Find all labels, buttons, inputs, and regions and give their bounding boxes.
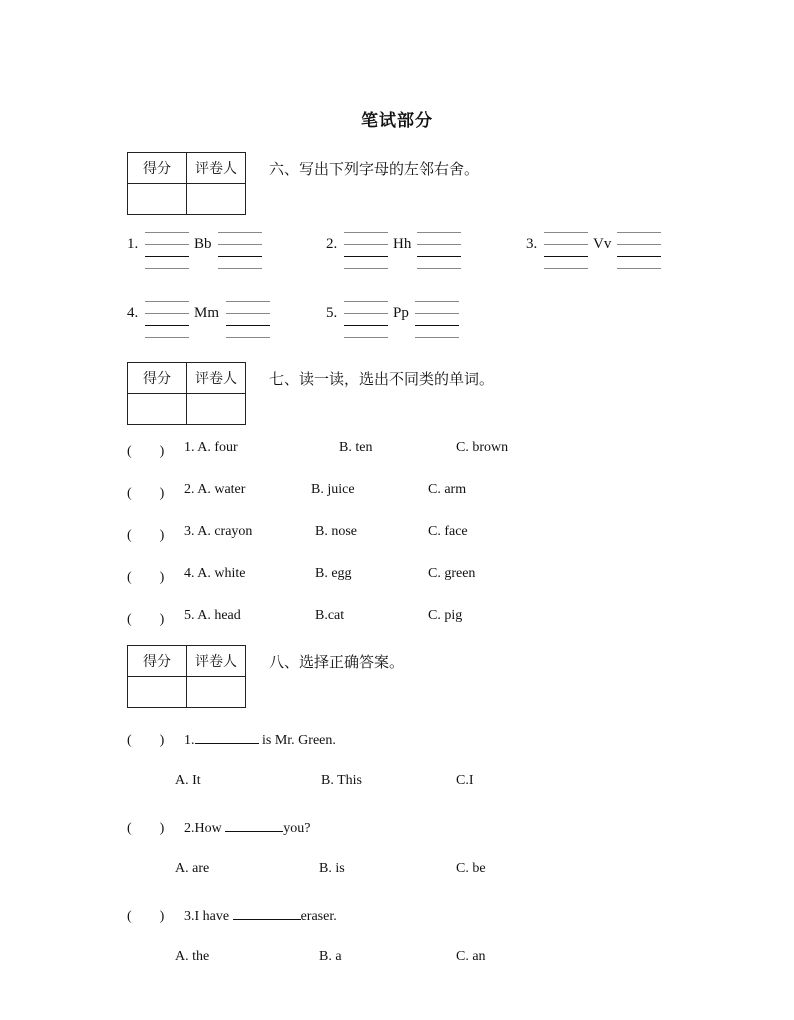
option-c: C. brown (456, 440, 509, 455)
option-a: A. It (175, 773, 201, 788)
right-neighbor-writing-lines[interactable] (226, 301, 270, 339)
option-b: B. This (321, 773, 362, 788)
grader-label: 评卷人 (187, 646, 246, 677)
section-7-heading: 七、读一读，选出不同类的单词。 (269, 370, 495, 388)
grader-cell[interactable] (187, 677, 246, 708)
answer-parentheses[interactable]: ( ) (127, 733, 165, 748)
section-8-heading: 八、选择正确答案。 (269, 653, 405, 671)
left-neighbor-writing-lines[interactable] (544, 232, 588, 270)
option-a: 5. A. head (184, 608, 241, 623)
answer-parentheses[interactable]: ( ) (127, 821, 165, 836)
option-c: C. green (428, 566, 476, 581)
left-neighbor-writing-lines[interactable] (145, 232, 189, 270)
letter-item (127, 305, 277, 353)
grader-label: 评卷人 (187, 363, 246, 394)
score-label: 得分 (128, 153, 187, 184)
answer-parentheses[interactable]: ( ) (127, 444, 165, 459)
option-a: A. are (175, 861, 210, 876)
right-neighbor-writing-lines[interactable] (415, 301, 459, 339)
option-c: C. an (456, 949, 486, 964)
option-c: C. be (456, 861, 486, 876)
option-a: 2. A. water (184, 482, 246, 497)
score-cell[interactable] (128, 677, 187, 708)
option-b: B. nose (315, 524, 357, 539)
page-title: 笔试部分 (361, 111, 433, 130)
item-number: 1. (127, 236, 139, 252)
score-box (127, 362, 246, 425)
fill-blank[interactable] (225, 817, 283, 832)
grader-cell[interactable] (187, 184, 246, 215)
left-neighbor-writing-lines[interactable] (344, 301, 388, 339)
answer-parentheses[interactable]: ( ) (127, 528, 165, 543)
given-letters: Bb (194, 236, 212, 252)
score-label: 得分 (128, 363, 187, 394)
option-b: B. egg (315, 566, 352, 581)
option-c: C. arm (428, 482, 467, 497)
fill-blank[interactable] (233, 905, 301, 920)
answer-parentheses[interactable]: ( ) (127, 570, 165, 585)
score-box (127, 645, 246, 708)
score-box (127, 152, 246, 215)
answer-parentheses[interactable]: ( ) (127, 486, 165, 501)
left-neighbor-writing-lines[interactable] (145, 301, 189, 339)
stem-after-blank: eraser. (300, 909, 337, 924)
stem-after-blank: you? (283, 821, 311, 836)
option-a: 4. A. white (184, 566, 246, 581)
option-b: B. a (319, 949, 342, 964)
item-number: 2. (326, 236, 338, 252)
question-stem (184, 905, 337, 925)
given-letters: Vv (593, 236, 612, 252)
option-b: B. is (319, 861, 345, 876)
option-c: C. pig (428, 608, 463, 623)
option-a: 3. A. crayon (184, 524, 253, 539)
item-number: 3. (526, 236, 538, 252)
given-letters: Pp (393, 305, 409, 321)
answer-parentheses[interactable]: ( ) (127, 909, 165, 924)
right-neighbor-writing-lines[interactable] (617, 232, 661, 270)
stem-before-blank: 2.How (184, 821, 226, 836)
letter-item (326, 236, 476, 284)
option-b: B.cat (315, 608, 345, 623)
option-b: B. ten (339, 440, 373, 455)
grader-cell[interactable] (187, 394, 246, 425)
option-c: C.I (456, 773, 474, 788)
letter-item (526, 236, 676, 284)
question-stem (184, 729, 336, 749)
left-neighbor-writing-lines[interactable] (344, 232, 388, 270)
stem-before-blank: 3.I have (184, 909, 233, 924)
stem-after-blank: is Mr. Green. (258, 733, 336, 748)
letter-item (326, 305, 476, 353)
given-letters: Mm (194, 305, 220, 321)
fill-blank[interactable] (195, 729, 259, 744)
given-letters: Hh (393, 236, 412, 252)
answer-parentheses[interactable]: ( ) (127, 612, 165, 627)
option-c: C. face (428, 524, 468, 539)
option-b: B. juice (311, 482, 355, 497)
letter-item (127, 236, 277, 284)
score-cell[interactable] (128, 184, 187, 215)
right-neighbor-writing-lines[interactable] (417, 232, 461, 270)
item-number: 4. (127, 305, 139, 321)
item-number: 5. (326, 305, 338, 321)
section-6-heading: 六、写出下列字母的左邻右舍。 (269, 160, 480, 178)
question-stem (184, 817, 310, 837)
option-a: 1. A. four (184, 440, 238, 455)
score-label: 得分 (128, 646, 187, 677)
grader-label: 评卷人 (187, 153, 246, 184)
right-neighbor-writing-lines[interactable] (218, 232, 262, 270)
stem-before-blank: 1. (184, 733, 195, 748)
option-a: A. the (175, 949, 210, 964)
score-cell[interactable] (128, 394, 187, 425)
